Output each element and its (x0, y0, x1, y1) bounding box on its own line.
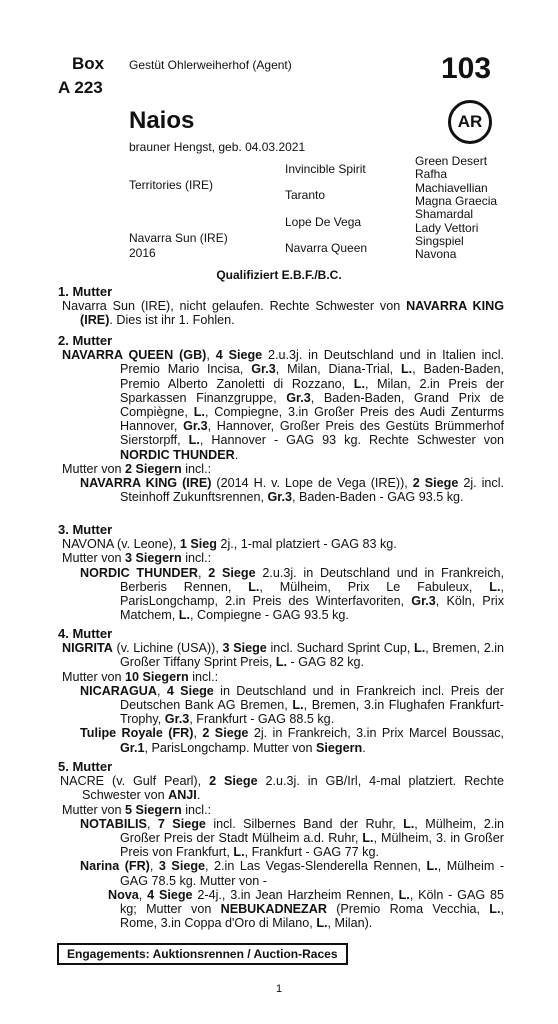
mother-of: Mutter von 10 Siegern incl.: (62, 669, 219, 684)
progeny-entry: Narina (FR), 3 Siege, 2.in Las Vegas-Slenderella Rennen, L., Mülheim - GAG 78.5 kg. Mutter von - (80, 859, 505, 888)
progeny-entry: Tulipe Royale (FR), 2 Siege 2j. in Frankreich, 3.in Prix Marcel Boussac, Gr.1, ParisLongchamp. Mutter von Siegern. (80, 726, 504, 755)
section-title: 3. Mutter (58, 522, 113, 537)
section-4-mutter (58, 627, 504, 755)
page-number: 1 (275, 983, 283, 995)
lot-number: 103 (441, 52, 492, 85)
mother-of: Mutter von 2 Siegern incl.: (62, 461, 212, 476)
section-1-mutter (58, 285, 504, 328)
horse-description: brauner Hengst, geb. 04.03.2021 (129, 140, 306, 154)
pedigree-gen2: Taranto (285, 188, 326, 202)
dam-entry: Navarra Sun (IRE), nicht gelaufen. Rechte Schwester von NAVARRA KING (IRE). Dies ist ihr 1. Fohlen. (62, 299, 504, 328)
progeny-entry: NORDIC THUNDER, 2 Siege 2.u.3j. in Deutschland und in Frankreich, Berberis Rennen, L., Mülheim, Prix Le Fabuleux, L., ParisLongchamp, 2.in Preis des Winterfavoriten, Gr.3, Köln, Prix Matchem, L., Compiegne - GAG 93.5 kg. (80, 565, 505, 623)
qualification: Qualifiziert E.B.F./B.C. (216, 268, 342, 282)
progeny-entry: NOTABILIS, 7 Siege incl. Silbernes Band der Ruhr, L., Mülheim, 2.in Großer Preis der Stadt Mülheim a.d. Ruhr, L., Mülheim, 3. in Großer Preis von Frankfurt, L., Frankfurt - GAG 77 kg. (80, 816, 505, 860)
dam-entry: NAVARRA QUEEN (GB), 4 Siege 2.u.3j. in Deutschland und in Italien incl. Premio Mario Incisa, Gr.3, Milan, Diana-Trial, L., Baden-Baden, Premio Alberto Zanoletti di Rozzano, L., Milan, 2.in Preis der Sparkassen Finanzgruppe, Gr.3, Baden-Baden, Grand Prix de Compiègne, L., Compiegne, 3.in Großer Preis des Audi Zenturms Hannover, Gr.3, Hannover, Großer Preis des Gestüts Brümmerhof Sierstorpff, L., Hannover - GAG 93 kg. Rechte Schwester von NORDIC THUNDER. (62, 348, 505, 462)
section-3-mutter (58, 523, 504, 622)
ar-badge (448, 100, 492, 144)
pedigree-gen3: Shamardal (415, 207, 474, 221)
pedigree-sire: Territories (IRE) (129, 178, 214, 192)
progeny-entry: Nova, 4 Siege 2-4j., 3.in Jean Harzheim Rennen, L., Köln - GAG 85 kg; Mutter von NEBUKADNEZAR (Premio Roma Vecchia, L., Rome, 3.in Coppa d'Oro di Milano, L., Milan). (108, 887, 504, 931)
engagements-box: Engagements: Auktionsrennen / Auction-Races (57, 943, 348, 965)
pedigree-gen3: Rafha (415, 167, 448, 181)
pedigree-gen2: Invincible Spirit (285, 162, 366, 176)
box-label: Box (72, 54, 105, 73)
pedigree-dam: Navarra Sun (IRE) (129, 231, 228, 245)
section-title: 5. Mutter (58, 759, 113, 774)
section-title: 4. Mutter (58, 626, 113, 641)
pedigree-dam-year: 2016 (129, 246, 156, 260)
pedigree-gen3: Machiavellian (415, 181, 488, 195)
box-number: A 223 (58, 78, 103, 97)
ar-badge-label: AR (457, 112, 483, 131)
pedigree-gen3: Magna Graecia (415, 194, 498, 208)
mother-of: Mutter von 3 Siegern incl.: (62, 551, 212, 566)
section-2-mutter (58, 334, 504, 504)
pedigree-gen2: Navarra Queen (285, 241, 368, 255)
pedigree-gen2: Lope De Vega (285, 215, 362, 229)
progeny-entry: NAVARRA KING (IRE) (2014 H. v. Lope de Vega (IRE)), 2 Siege 2j. incl. Steinhoff Zukunftsrennen, Gr.3, Baden-Baden - GAG 93.5 kg. (80, 476, 504, 505)
section-5-mutter (58, 760, 504, 930)
section-title: 2. Mutter (58, 333, 113, 348)
agent-name: Gestüt Ohlerweiherhof (Agent) (129, 58, 292, 72)
section-title: 1. Mutter (58, 284, 113, 299)
pedigree-gen3: Navona (415, 247, 457, 261)
horse-name: Naios (129, 107, 195, 134)
pedigree-gen3: Singspiel (415, 234, 464, 248)
dam-entry: NACRE (v. Gulf Pearl), 2 Siege 2.u.3j. in GB/Irl, 4-mal platziert. Rechte Schwester von ANJI. (60, 774, 504, 803)
mother-of: Mutter von 5 Siegern incl.: (62, 802, 212, 817)
dam-entry: NAVONA (v. Leone), 1 Sieg 2j., 1-mal platziert - GAG 83 kg. (62, 537, 397, 552)
pedigree-gen3: Lady Vettori (415, 221, 479, 235)
progeny-entry: NICARAGUA, 4 Siege in Deutschland und in Frankreich incl. Preis der Deutschen Bank AG Bremen, L., Bremen, 3.in Flughafen Frankfurt-Trophy, Gr.3, Frankfurt - GAG 88.5 kg. (80, 683, 505, 727)
pedigree-gen3: Green Desert (415, 154, 488, 168)
dam-entry: NIGRITA (v. Lichine (USA)), 3 Siege incl. Suchard Sprint Cup, L., Bremen, 2.in Großer Tiffany Sprint Preis, L. - GAG 82 kg. (62, 641, 504, 670)
